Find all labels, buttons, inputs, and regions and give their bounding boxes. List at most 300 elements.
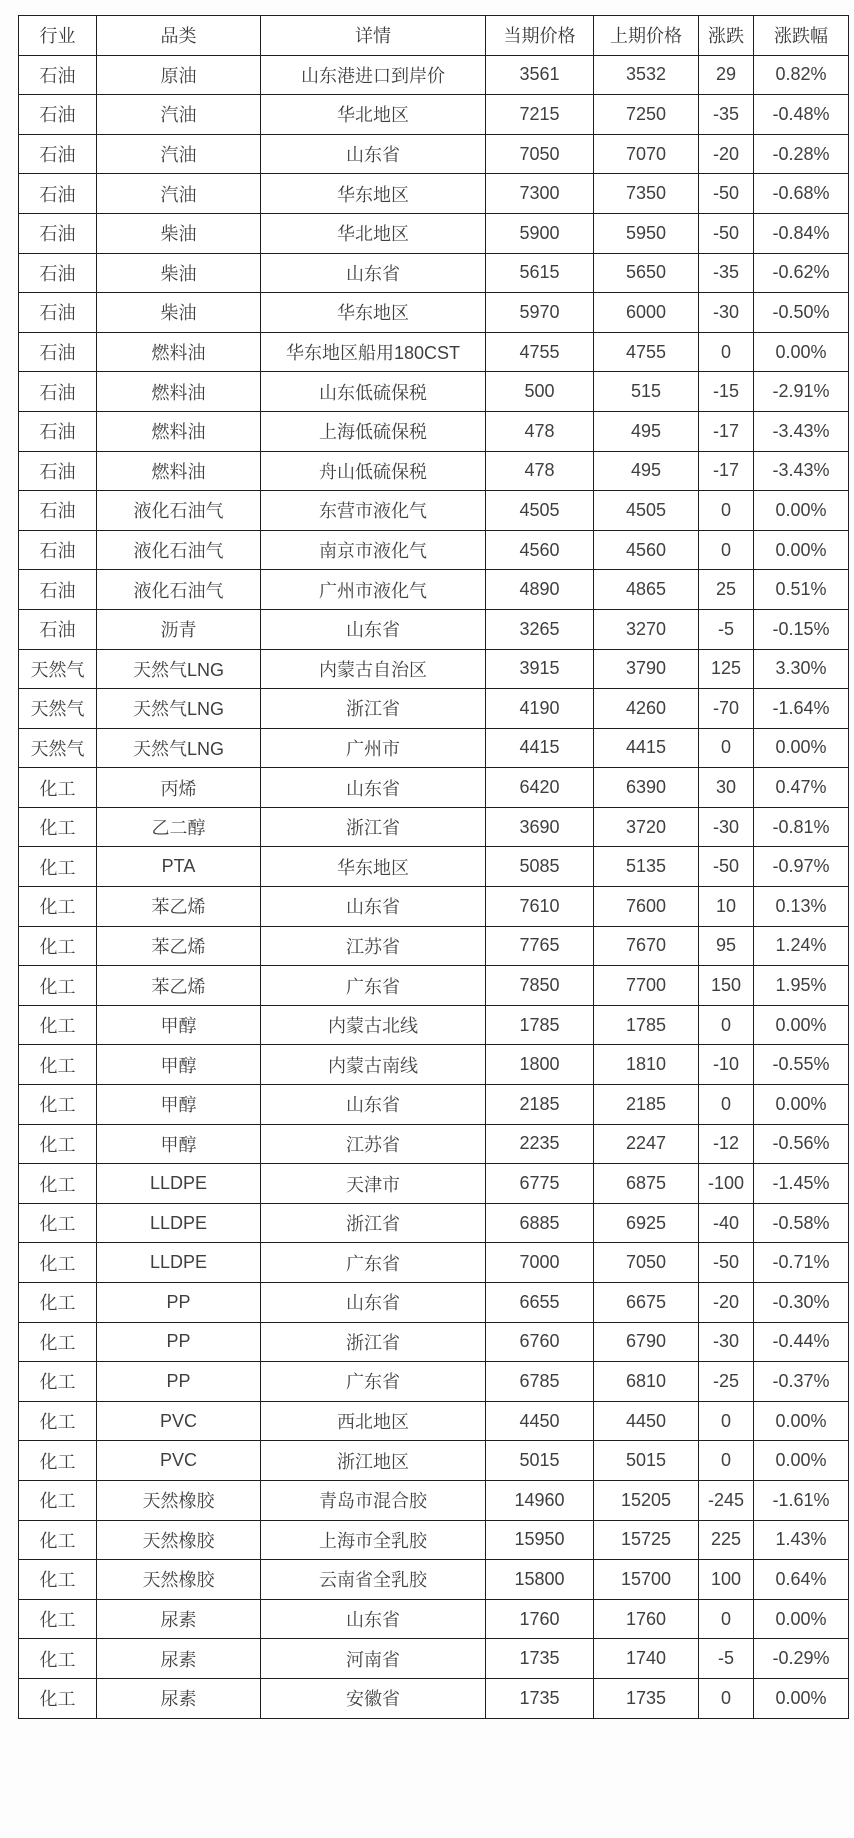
cell-previous-price: 7600 <box>594 887 699 927</box>
cell-change: -15 <box>699 372 754 412</box>
cell-change-pct: 0.00% <box>754 1599 849 1639</box>
cell-industry: 石油 <box>19 372 97 412</box>
cell-current-price: 500 <box>486 372 594 412</box>
cell-change-pct: -1.61% <box>754 1480 849 1520</box>
table-row <box>19 293 849 333</box>
table-row <box>19 1362 849 1402</box>
cell-change: -30 <box>699 1322 754 1362</box>
cell-previous-price: 3790 <box>594 649 699 689</box>
cell-detail: 华东地区船用180CST <box>261 332 486 372</box>
cell-change-pct: 0.00% <box>754 530 849 570</box>
cell-industry: 石油 <box>19 491 97 531</box>
table-row <box>19 491 849 531</box>
cell-change-pct: 0.00% <box>754 1085 849 1125</box>
cell-category: 原油 <box>97 55 261 95</box>
cell-current-price: 3561 <box>486 55 594 95</box>
cell-change: 25 <box>699 570 754 610</box>
cell-change: 0 <box>699 1599 754 1639</box>
cell-change-pct: 0.82% <box>754 55 849 95</box>
table-row <box>19 887 849 927</box>
cell-category: 天然橡胶 <box>97 1480 261 1520</box>
table-row <box>19 966 849 1006</box>
cell-current-price: 14960 <box>486 1480 594 1520</box>
cell-detail: 江苏省 <box>261 926 486 966</box>
cell-change-pct: -0.48% <box>754 95 849 135</box>
cell-industry: 石油 <box>19 174 97 214</box>
cell-category: PP <box>97 1283 261 1323</box>
cell-change-pct: -0.58% <box>754 1203 849 1243</box>
cell-current-price: 6420 <box>486 768 594 808</box>
cell-previous-price: 4260 <box>594 689 699 729</box>
cell-industry: 石油 <box>19 213 97 253</box>
column-header-change-pct: 涨跌幅 <box>754 16 849 56</box>
cell-change: -50 <box>699 213 754 253</box>
cell-category: 柴油 <box>97 293 261 333</box>
cell-current-price: 6655 <box>486 1283 594 1323</box>
cell-industry: 石油 <box>19 609 97 649</box>
table-row <box>19 451 849 491</box>
cell-industry: 化工 <box>19 1322 97 1362</box>
cell-change: -35 <box>699 95 754 135</box>
column-header-previous-price: 上期价格 <box>594 16 699 56</box>
cell-industry: 化工 <box>19 1203 97 1243</box>
table-row <box>19 1678 849 1718</box>
header-row <box>19 16 849 56</box>
cell-change: -50 <box>699 847 754 887</box>
cell-previous-price: 1785 <box>594 1005 699 1045</box>
cell-change-pct: -0.50% <box>754 293 849 333</box>
cell-current-price: 7000 <box>486 1243 594 1283</box>
table-row <box>19 1441 849 1481</box>
cell-previous-price: 7070 <box>594 134 699 174</box>
table-row <box>19 1520 849 1560</box>
cell-category: 尿素 <box>97 1678 261 1718</box>
cell-detail: 山东港进口到岸价 <box>261 55 486 95</box>
cell-previous-price: 6810 <box>594 1362 699 1402</box>
cell-category: 天然气LNG <box>97 649 261 689</box>
cell-detail: 上海市全乳胶 <box>261 1520 486 1560</box>
cell-category: 甲醇 <box>97 1124 261 1164</box>
cell-current-price: 4450 <box>486 1401 594 1441</box>
table-row <box>19 570 849 610</box>
cell-category: 液化石油气 <box>97 570 261 610</box>
cell-previous-price: 6675 <box>594 1283 699 1323</box>
cell-industry: 化工 <box>19 1124 97 1164</box>
table-row <box>19 174 849 214</box>
cell-change: 0 <box>699 728 754 768</box>
cell-change-pct: 1.24% <box>754 926 849 966</box>
cell-category: 苯乙烯 <box>97 926 261 966</box>
cell-industry: 化工 <box>19 1441 97 1481</box>
cell-current-price: 4755 <box>486 332 594 372</box>
cell-previous-price: 495 <box>594 411 699 451</box>
cell-current-price: 15800 <box>486 1560 594 1600</box>
column-header-industry: 行业 <box>19 16 97 56</box>
cell-detail: 天津市 <box>261 1164 486 1204</box>
cell-category: 苯乙烯 <box>97 887 261 927</box>
cell-category: 尿素 <box>97 1599 261 1639</box>
cell-change: 29 <box>699 55 754 95</box>
table-row <box>19 1322 849 1362</box>
cell-previous-price: 6790 <box>594 1322 699 1362</box>
cell-current-price: 478 <box>486 451 594 491</box>
table-row <box>19 213 849 253</box>
cell-detail: 广州市 <box>261 728 486 768</box>
cell-detail: 山东省 <box>261 887 486 927</box>
cell-detail: 浙江地区 <box>261 1441 486 1481</box>
cell-change-pct: -0.28% <box>754 134 849 174</box>
cell-industry: 天然气 <box>19 649 97 689</box>
cell-category: 汽油 <box>97 134 261 174</box>
cell-change-pct: -1.45% <box>754 1164 849 1204</box>
cell-current-price: 5900 <box>486 213 594 253</box>
cell-category: 液化石油气 <box>97 530 261 570</box>
table-row <box>19 728 849 768</box>
cell-current-price: 7300 <box>486 174 594 214</box>
cell-industry: 化工 <box>19 926 97 966</box>
cell-category: 乙二醇 <box>97 807 261 847</box>
cell-detail: 内蒙古南线 <box>261 1045 486 1085</box>
table-row <box>19 411 849 451</box>
table-row <box>19 1124 849 1164</box>
cell-previous-price: 4560 <box>594 530 699 570</box>
cell-detail: 云南省全乳胶 <box>261 1560 486 1600</box>
cell-previous-price: 7670 <box>594 926 699 966</box>
cell-category: 天然气LNG <box>97 728 261 768</box>
cell-change-pct: 0.00% <box>754 1678 849 1718</box>
cell-previous-price: 4505 <box>594 491 699 531</box>
cell-current-price: 4415 <box>486 728 594 768</box>
commodity-price-table <box>18 15 849 1719</box>
cell-category: 汽油 <box>97 174 261 214</box>
cell-change-pct: 0.47% <box>754 768 849 808</box>
cell-detail: 河南省 <box>261 1639 486 1679</box>
table-row <box>19 1283 849 1323</box>
cell-current-price: 15950 <box>486 1520 594 1560</box>
cell-industry: 石油 <box>19 530 97 570</box>
cell-current-price: 4560 <box>486 530 594 570</box>
cell-category: 沥青 <box>97 609 261 649</box>
cell-previous-price: 6390 <box>594 768 699 808</box>
cell-previous-price: 5950 <box>594 213 699 253</box>
cell-detail: 舟山低硫保税 <box>261 451 486 491</box>
cell-detail: 广东省 <box>261 966 486 1006</box>
cell-change-pct: -0.15% <box>754 609 849 649</box>
cell-industry: 化工 <box>19 1164 97 1204</box>
cell-category: PP <box>97 1362 261 1402</box>
table-row <box>19 1639 849 1679</box>
table-row <box>19 134 849 174</box>
cell-industry: 化工 <box>19 1085 97 1125</box>
cell-current-price: 3265 <box>486 609 594 649</box>
cell-industry: 天然气 <box>19 728 97 768</box>
cell-current-price: 6775 <box>486 1164 594 1204</box>
table-row <box>19 332 849 372</box>
cell-previous-price: 4755 <box>594 332 699 372</box>
cell-change-pct: 3.30% <box>754 649 849 689</box>
cell-previous-price: 2247 <box>594 1124 699 1164</box>
cell-change: 0 <box>699 530 754 570</box>
table-row <box>19 1401 849 1441</box>
cell-change: -5 <box>699 1639 754 1679</box>
cell-previous-price: 4415 <box>594 728 699 768</box>
cell-change: -245 <box>699 1480 754 1520</box>
cell-current-price: 7765 <box>486 926 594 966</box>
cell-change: -50 <box>699 174 754 214</box>
column-header-detail: 详情 <box>261 16 486 56</box>
cell-change: -100 <box>699 1164 754 1204</box>
cell-change: -40 <box>699 1203 754 1243</box>
cell-change: 0 <box>699 1085 754 1125</box>
cell-change: -17 <box>699 451 754 491</box>
table-row <box>19 530 849 570</box>
cell-previous-price: 495 <box>594 451 699 491</box>
cell-change-pct: 1.95% <box>754 966 849 1006</box>
cell-detail: 山东省 <box>261 609 486 649</box>
cell-category: PP <box>97 1322 261 1362</box>
cell-change: 225 <box>699 1520 754 1560</box>
cell-industry: 化工 <box>19 966 97 1006</box>
cell-current-price: 1785 <box>486 1005 594 1045</box>
cell-change: -12 <box>699 1124 754 1164</box>
cell-category: 甲醇 <box>97 1045 261 1085</box>
cell-change-pct: -0.68% <box>754 174 849 214</box>
cell-category: 甲醇 <box>97 1085 261 1125</box>
cell-current-price: 5615 <box>486 253 594 293</box>
cell-detail: 华北地区 <box>261 213 486 253</box>
cell-industry: 化工 <box>19 1560 97 1600</box>
cell-category: 苯乙烯 <box>97 966 261 1006</box>
cell-previous-price: 6000 <box>594 293 699 333</box>
cell-detail: 山东省 <box>261 1085 486 1125</box>
cell-change: -70 <box>699 689 754 729</box>
cell-industry: 化工 <box>19 847 97 887</box>
cell-detail: 江苏省 <box>261 1124 486 1164</box>
cell-industry: 化工 <box>19 1283 97 1323</box>
cell-industry: 石油 <box>19 134 97 174</box>
cell-change-pct: -0.29% <box>754 1639 849 1679</box>
cell-category: 天然橡胶 <box>97 1520 261 1560</box>
cell-previous-price: 15725 <box>594 1520 699 1560</box>
cell-change-pct: -0.44% <box>754 1322 849 1362</box>
cell-industry: 化工 <box>19 1243 97 1283</box>
table-body <box>19 55 849 1718</box>
cell-detail: 华东地区 <box>261 847 486 887</box>
table-row <box>19 689 849 729</box>
cell-current-price: 6885 <box>486 1203 594 1243</box>
cell-industry: 化工 <box>19 1005 97 1045</box>
cell-category: LLDPE <box>97 1203 261 1243</box>
cell-industry: 化工 <box>19 768 97 808</box>
cell-change: 30 <box>699 768 754 808</box>
cell-current-price: 3915 <box>486 649 594 689</box>
cell-category: 尿素 <box>97 1639 261 1679</box>
cell-industry: 石油 <box>19 293 97 333</box>
cell-industry: 化工 <box>19 1520 97 1560</box>
cell-industry: 石油 <box>19 253 97 293</box>
cell-previous-price: 5015 <box>594 1441 699 1481</box>
cell-previous-price: 5135 <box>594 847 699 887</box>
table-row <box>19 807 849 847</box>
cell-change: -30 <box>699 807 754 847</box>
cell-change-pct: 0.00% <box>754 1401 849 1441</box>
cell-industry: 化工 <box>19 807 97 847</box>
cell-change: -50 <box>699 1243 754 1283</box>
cell-change: -20 <box>699 134 754 174</box>
column-header-change: 涨跌 <box>699 16 754 56</box>
cell-change: -5 <box>699 609 754 649</box>
table-row <box>19 1560 849 1600</box>
cell-previous-price: 6925 <box>594 1203 699 1243</box>
cell-current-price: 5970 <box>486 293 594 333</box>
cell-detail: 广州市液化气 <box>261 570 486 610</box>
cell-current-price: 3690 <box>486 807 594 847</box>
cell-change: 0 <box>699 1401 754 1441</box>
table-row <box>19 1480 849 1520</box>
cell-detail: 浙江省 <box>261 1322 486 1362</box>
table-row <box>19 768 849 808</box>
cell-category: PTA <box>97 847 261 887</box>
cell-current-price: 6760 <box>486 1322 594 1362</box>
cell-previous-price: 15700 <box>594 1560 699 1600</box>
cell-change-pct: -0.55% <box>754 1045 849 1085</box>
cell-category: 燃料油 <box>97 332 261 372</box>
cell-change-pct: -3.43% <box>754 451 849 491</box>
cell-detail: 山东省 <box>261 1283 486 1323</box>
cell-current-price: 7610 <box>486 887 594 927</box>
cell-previous-price: 2185 <box>594 1085 699 1125</box>
cell-detail: 西北地区 <box>261 1401 486 1441</box>
cell-current-price: 1760 <box>486 1599 594 1639</box>
cell-previous-price: 3720 <box>594 807 699 847</box>
cell-current-price: 4505 <box>486 491 594 531</box>
cell-industry: 化工 <box>19 1045 97 1085</box>
cell-industry: 石油 <box>19 411 97 451</box>
table-row <box>19 649 849 689</box>
cell-detail: 浙江省 <box>261 807 486 847</box>
cell-detail: 广东省 <box>261 1362 486 1402</box>
cell-detail: 山东省 <box>261 1599 486 1639</box>
cell-detail: 内蒙古自治区 <box>261 649 486 689</box>
cell-industry: 化工 <box>19 1401 97 1441</box>
cell-previous-price: 15205 <box>594 1480 699 1520</box>
cell-change: 95 <box>699 926 754 966</box>
cell-change: -25 <box>699 1362 754 1402</box>
cell-current-price: 7050 <box>486 134 594 174</box>
cell-change-pct: 1.43% <box>754 1520 849 1560</box>
cell-detail: 山东低硫保税 <box>261 372 486 412</box>
cell-category: 甲醇 <box>97 1005 261 1045</box>
cell-industry: 天然气 <box>19 689 97 729</box>
cell-change-pct: -3.43% <box>754 411 849 451</box>
cell-change: -20 <box>699 1283 754 1323</box>
cell-current-price: 1735 <box>486 1678 594 1718</box>
cell-category: 天然橡胶 <box>97 1560 261 1600</box>
cell-change-pct: -0.37% <box>754 1362 849 1402</box>
cell-previous-price: 1810 <box>594 1045 699 1085</box>
cell-change-pct: 0.64% <box>754 1560 849 1600</box>
cell-previous-price: 7350 <box>594 174 699 214</box>
cell-detail: 青岛市混合胶 <box>261 1480 486 1520</box>
cell-change: -35 <box>699 253 754 293</box>
cell-detail: 广东省 <box>261 1243 486 1283</box>
cell-detail: 浙江省 <box>261 689 486 729</box>
table-row <box>19 1599 849 1639</box>
cell-previous-price: 3270 <box>594 609 699 649</box>
column-header-category: 品类 <box>97 16 261 56</box>
cell-previous-price: 1760 <box>594 1599 699 1639</box>
cell-change: 0 <box>699 1441 754 1481</box>
cell-category: 燃料油 <box>97 411 261 451</box>
table-row <box>19 1203 849 1243</box>
cell-detail: 安徽省 <box>261 1678 486 1718</box>
cell-category: 燃料油 <box>97 372 261 412</box>
cell-change: 0 <box>699 332 754 372</box>
cell-industry: 石油 <box>19 55 97 95</box>
cell-change: 0 <box>699 1678 754 1718</box>
cell-category: 燃料油 <box>97 451 261 491</box>
cell-change-pct: 0.00% <box>754 332 849 372</box>
cell-change: 150 <box>699 966 754 1006</box>
cell-change-pct: -0.81% <box>754 807 849 847</box>
cell-category: LLDPE <box>97 1243 261 1283</box>
cell-previous-price: 7700 <box>594 966 699 1006</box>
cell-category: LLDPE <box>97 1164 261 1204</box>
cell-change-pct: -0.97% <box>754 847 849 887</box>
table-row <box>19 372 849 412</box>
cell-previous-price: 3532 <box>594 55 699 95</box>
cell-detail: 山东省 <box>261 134 486 174</box>
cell-category: PVC <box>97 1441 261 1481</box>
cell-change-pct: -0.30% <box>754 1283 849 1323</box>
cell-category: 天然气LNG <box>97 689 261 729</box>
cell-change-pct: 0.00% <box>754 1005 849 1045</box>
cell-detail: 南京市液化气 <box>261 530 486 570</box>
cell-detail: 山东省 <box>261 768 486 808</box>
commodity-price-table-container <box>18 15 849 1719</box>
cell-previous-price: 515 <box>594 372 699 412</box>
cell-current-price: 1735 <box>486 1639 594 1679</box>
cell-change-pct: -2.91% <box>754 372 849 412</box>
cell-previous-price: 1735 <box>594 1678 699 1718</box>
cell-current-price: 478 <box>486 411 594 451</box>
cell-category: 丙烯 <box>97 768 261 808</box>
cell-current-price: 7850 <box>486 966 594 1006</box>
cell-previous-price: 4450 <box>594 1401 699 1441</box>
cell-detail: 山东省 <box>261 253 486 293</box>
cell-industry: 化工 <box>19 1599 97 1639</box>
cell-change: 0 <box>699 491 754 531</box>
table-row <box>19 253 849 293</box>
column-header-current-price: 当期价格 <box>486 16 594 56</box>
cell-change: 10 <box>699 887 754 927</box>
cell-industry: 石油 <box>19 95 97 135</box>
table-row <box>19 1085 849 1125</box>
cell-category: 柴油 <box>97 253 261 293</box>
cell-change-pct: -1.64% <box>754 689 849 729</box>
table-row <box>19 1045 849 1085</box>
table-row <box>19 1164 849 1204</box>
cell-industry: 化工 <box>19 1480 97 1520</box>
cell-change-pct: 0.51% <box>754 570 849 610</box>
cell-industry: 化工 <box>19 1362 97 1402</box>
cell-industry: 石油 <box>19 332 97 372</box>
cell-change: 125 <box>699 649 754 689</box>
cell-previous-price: 1740 <box>594 1639 699 1679</box>
cell-change: 100 <box>699 1560 754 1600</box>
table-row <box>19 55 849 95</box>
cell-detail: 浙江省 <box>261 1203 486 1243</box>
